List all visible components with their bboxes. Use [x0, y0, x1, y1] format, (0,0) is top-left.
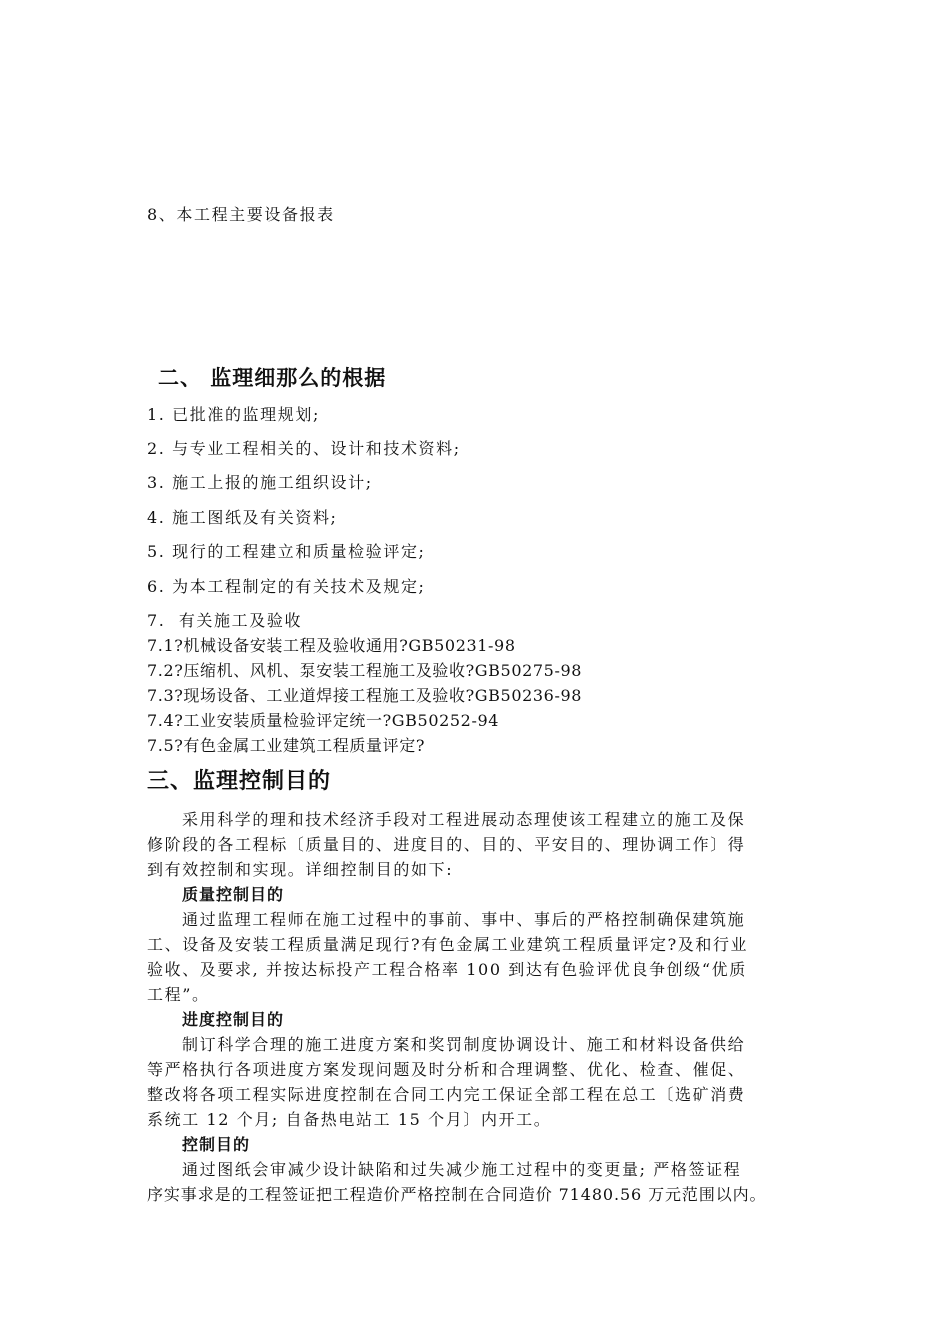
quality-line-2: 工、设备及安装工程质量满足现行?有色金属工业建筑工程质量评定?及和行业: [147, 935, 749, 954]
standard-7-5: 7.5?有色金属工业建筑工程质量评定?: [147, 736, 426, 755]
basis-item-5: 5. 现行的工程建立和质量检验评定;: [147, 542, 426, 561]
quality-line-3: 验收、及要求, 并按达标投产工程合格率 100 到达有色验评优良争创级“优质: [147, 960, 747, 979]
section-2-heading: 二、 监理细那么的根据: [158, 366, 387, 390]
cost-line-2: 序实事求是的工程签证把工程造价严格控制在合同造价 71480.56 万元范围以内。: [147, 1185, 767, 1204]
standard-7-1: 7.1?机械设备安装工程及验收通用?GB50231-98: [147, 636, 516, 655]
schedule-target-title: 进度控制目的: [182, 1010, 285, 1029]
quality-line-4: 工程”。: [147, 985, 210, 1004]
section-3-heading: 三、监理控制目的: [147, 769, 332, 794]
equipment-report-item: 8、本工程主要设备报表: [147, 205, 335, 224]
cost-line-1: 通过图纸会审减少设计缺陷和过失减少施工过程中的变更量; 严格签证程: [182, 1160, 742, 1179]
standard-7-3: 7.3?现场设备、工业道焊接工程施工及验收?GB50236-98: [147, 686, 583, 705]
schedule-line-4: 系统工 12 个月; 自备热电站工 15 个月〕内开工。: [147, 1110, 552, 1129]
schedule-line-1: 制订科学合理的施工进度方案和奖罚制度协调设计、施工和材料设备供给: [182, 1035, 746, 1054]
schedule-line-3: 整改将各项工程实际进度控制在合同工内完工保证全部工程在总工〔选矿消费: [147, 1085, 746, 1104]
basis-item-6: 6. 为本工程制定的有关技术及规定;: [147, 577, 426, 596]
standard-7-2: 7.2?压缩机、风机、泵安装工程施工及验收?GB50275-98: [147, 661, 583, 680]
quality-target-title: 质量控制目的: [182, 885, 285, 904]
standard-7-4: 7.4?工业安装质量检验评定统一?GB50252-94: [147, 711, 500, 730]
basis-item-7: 7. 有关施工及验收: [147, 611, 303, 630]
basis-item-3: 3. 施工上报的施工组织设计;: [147, 473, 373, 492]
intro-line-2: 修阶段的各工程标〔质量目的、进度目的、目的、平安目的、理协调工作〕得: [147, 835, 746, 854]
cost-target-title: 控制目的: [182, 1135, 251, 1154]
intro-line-1: 采用科学的理和技术经济手段对工程进展动态理使该工程建立的施工及保: [182, 810, 746, 829]
basis-item-4: 4. 施工图纸及有关资料;: [147, 508, 338, 527]
basis-item-1: 1. 已批准的监理规划;: [147, 405, 320, 424]
intro-line-3: 到有效控制和实现。详细控制目的如下:: [147, 860, 454, 879]
basis-item-2: 2. 与专业工程相关的、设计和技术资料;: [147, 439, 461, 458]
schedule-line-2: 等严格执行各项进度方案发现问题及时分析和合理调整、优化、检查、催促、: [147, 1060, 746, 1079]
quality-line-1: 通过监理工程师在施工过程中的事前、事中、事后的严格控制确保建筑施: [182, 910, 746, 929]
